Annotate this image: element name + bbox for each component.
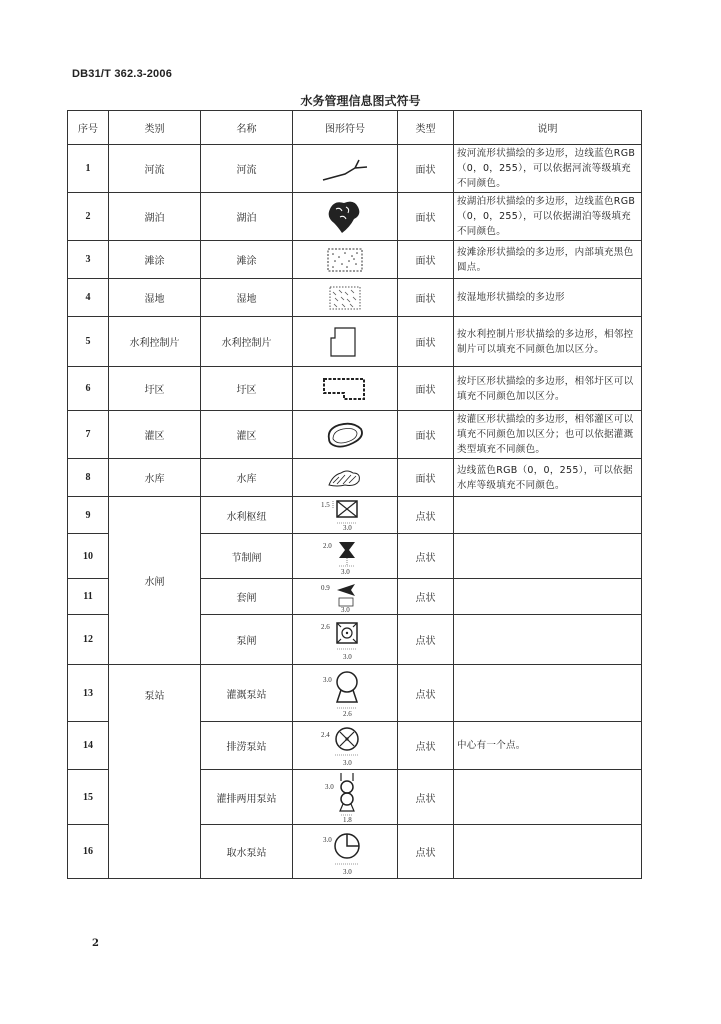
- row-type: 点状: [398, 722, 454, 770]
- row-desc: [454, 825, 642, 879]
- table-row: [68, 145, 642, 193]
- col-header-symbol: 图形符号: [293, 111, 398, 145]
- lake-icon: [320, 197, 370, 237]
- row-symbol: [293, 497, 398, 534]
- row-type: 面状: [398, 459, 454, 497]
- table-row: [68, 411, 642, 459]
- row-symbol: [293, 722, 398, 770]
- row-type: 点状: [398, 615, 454, 665]
- row-number: 16: [68, 825, 109, 879]
- row-number: 8: [68, 459, 109, 497]
- polder-icon: [320, 373, 370, 405]
- dim-label-b: 3.0: [343, 524, 352, 532]
- row-symbol: [293, 579, 398, 615]
- table-row: [68, 497, 642, 534]
- row-category: 湿地: [109, 279, 201, 317]
- row-symbol: [293, 145, 398, 193]
- row-symbol: [293, 459, 398, 497]
- hydro-hub-icon: [305, 497, 385, 533]
- dual-pump-icon: [305, 771, 385, 823]
- dim-label-a: 3.0: [325, 783, 334, 791]
- row-symbol: [293, 411, 398, 459]
- row-type: 点状: [398, 665, 454, 722]
- row-name: 圩区: [201, 367, 293, 411]
- dim-label-b: 3.0: [341, 605, 350, 614]
- row-symbol: [293, 317, 398, 367]
- standard-code: DB31/T 362.3-2006: [72, 68, 173, 80]
- row-desc: [454, 534, 642, 579]
- row-type: 面状: [398, 193, 454, 241]
- row-name: 湿地: [201, 279, 293, 317]
- row-number: 2: [68, 193, 109, 241]
- dim-label-a: 0.9: [321, 583, 330, 592]
- row-number: 1: [68, 145, 109, 193]
- symbol-table: [67, 110, 642, 879]
- row-symbol: [293, 367, 398, 411]
- row-symbol: [293, 615, 398, 665]
- row-symbol: [293, 193, 398, 241]
- row-type: 点状: [398, 534, 454, 579]
- row-desc: 边线蓝色RGB（0，0，255），可以依据水库等级填充不同颜色。: [454, 459, 642, 497]
- page-number: 2: [92, 938, 99, 949]
- row-desc: 按湿地形状描绘的多边形: [454, 279, 642, 317]
- row-type: 面状: [398, 145, 454, 193]
- row-number: 3: [68, 241, 109, 279]
- table-row: [68, 279, 642, 317]
- row-desc: 按湖泊形状描绘的多边形，边线蓝色RGB（0，0，255），可以依据湖泊等级填充不同颜色。: [454, 193, 642, 241]
- dim-label-a: 1.5: [321, 501, 330, 509]
- row-desc: [454, 615, 642, 665]
- control-area-icon: [323, 322, 367, 362]
- row-name: 水库: [201, 459, 293, 497]
- table-row: [68, 459, 642, 497]
- row-number: 15: [68, 770, 109, 825]
- row-name: 水利控制片: [201, 317, 293, 367]
- row-symbol: [293, 770, 398, 825]
- dim-label-a: 3.0: [323, 835, 332, 844]
- row-number: 6: [68, 367, 109, 411]
- dim-label-b: 3.0: [341, 568, 350, 576]
- dim-label-a: 2.4: [321, 730, 330, 739]
- row-type: 点状: [398, 579, 454, 615]
- row-desc: [454, 579, 642, 615]
- row-type: 面状: [398, 241, 454, 279]
- row-name: 排涝泵站: [201, 722, 293, 770]
- col-header-no: 序号: [68, 111, 109, 145]
- row-name: 灌溉泵站: [201, 665, 293, 722]
- row-name: 河流: [201, 145, 293, 193]
- row-category-pump-station: 泵站: [109, 665, 201, 879]
- row-number: 5: [68, 317, 109, 367]
- row-name: 灌排两用泵站: [201, 770, 293, 825]
- intake-pump-icon: [305, 826, 385, 878]
- dim-label-b: 3.0: [343, 758, 352, 767]
- row-type: 点状: [398, 825, 454, 879]
- row-name: 套闸: [201, 579, 293, 615]
- table-row: [68, 317, 642, 367]
- col-header-category: 类别: [109, 111, 201, 145]
- table-row: [68, 367, 642, 411]
- row-name: 节制闸: [201, 534, 293, 579]
- row-number: 4: [68, 279, 109, 317]
- row-category-sluice: 水闸: [109, 497, 201, 665]
- col-header-desc: 说明: [454, 111, 642, 145]
- row-number: 10: [68, 534, 109, 579]
- row-type: 面状: [398, 367, 454, 411]
- row-desc: 中心有一个点。: [454, 722, 642, 770]
- row-symbol: [293, 825, 398, 879]
- regulating-gate-icon: [305, 536, 385, 576]
- row-type: 面状: [398, 279, 454, 317]
- row-name: 灌区: [201, 411, 293, 459]
- row-desc: 按圩区形状描绘的多边形，相邻圩区可以填充不同颜色加以区分。: [454, 367, 642, 411]
- ship-lock-icon: [305, 580, 385, 614]
- row-desc: 按水利控制片形状描绘的多边形，相邻控制片可以填充不同颜色加以区分。: [454, 317, 642, 367]
- dim-label-b: 3.0: [343, 867, 352, 876]
- table-row: [68, 665, 642, 722]
- row-number: 12: [68, 615, 109, 665]
- row-symbol: [293, 279, 398, 317]
- row-category: 滩涂: [109, 241, 201, 279]
- river-icon: [315, 152, 375, 186]
- row-category: 灌区: [109, 411, 201, 459]
- row-category: 水利控制片: [109, 317, 201, 367]
- row-symbol: [293, 665, 398, 722]
- dim-label-a: 3.0: [323, 676, 332, 684]
- row-name: 湖泊: [201, 193, 293, 241]
- row-number: 14: [68, 722, 109, 770]
- row-symbol: [293, 241, 398, 279]
- row-name: 取水泵站: [201, 825, 293, 879]
- irrigation-pump-icon: [305, 666, 385, 720]
- row-type: 点状: [398, 770, 454, 825]
- col-header-name: 名称: [201, 111, 293, 145]
- row-desc: 按河流形状描绘的多边形，边线蓝色RGB（0，0，255），可以依据河流等级填充不同颜色。: [454, 145, 642, 193]
- table-row: [68, 241, 642, 279]
- reservoir-icon: [325, 465, 365, 491]
- row-number: 9: [68, 497, 109, 534]
- row-type: 面状: [398, 317, 454, 367]
- dim-label-b: 1.8: [343, 816, 352, 823]
- row-desc: 按灌区形状描绘的多边形，相邻灌区可以填充不同颜色加以区分；也可以依据灌溉类型填充不同颜色。: [454, 411, 642, 459]
- row-desc: [454, 665, 642, 722]
- row-name: 泵闸: [201, 615, 293, 665]
- col-header-type: 类型: [398, 111, 454, 145]
- row-category: 湖泊: [109, 193, 201, 241]
- row-category: 圩区: [109, 367, 201, 411]
- row-type: 点状: [398, 497, 454, 534]
- table-title: 水务管理信息图式符号: [300, 94, 421, 108]
- wetland-icon: [325, 284, 365, 312]
- dim-label-b: 2.6: [343, 710, 352, 718]
- row-symbol: [293, 534, 398, 579]
- dim-label-a: 2.6: [321, 622, 330, 631]
- row-desc: [454, 770, 642, 825]
- row-type: 面状: [398, 411, 454, 459]
- row-desc: [454, 497, 642, 534]
- drainage-pump-icon: [305, 723, 385, 769]
- table-row: [68, 193, 642, 241]
- row-category: 河流: [109, 145, 201, 193]
- dim-label-a: 2.0: [323, 542, 332, 550]
- row-number: 13: [68, 665, 109, 722]
- tidal-flat-icon: [325, 246, 365, 274]
- dim-label-b: 3.0: [343, 652, 352, 661]
- table-header-row: [68, 111, 642, 145]
- row-number: 7: [68, 411, 109, 459]
- row-name: 水利枢纽: [201, 497, 293, 534]
- row-category: 水库: [109, 459, 201, 497]
- row-desc: 按滩涂形状描绘的多边形，内部填充黑色圆点。: [454, 241, 642, 279]
- irrigation-area-icon: [323, 419, 367, 451]
- pump-gate-icon: [305, 617, 385, 663]
- row-number: 11: [68, 579, 109, 615]
- row-name: 滩涂: [201, 241, 293, 279]
